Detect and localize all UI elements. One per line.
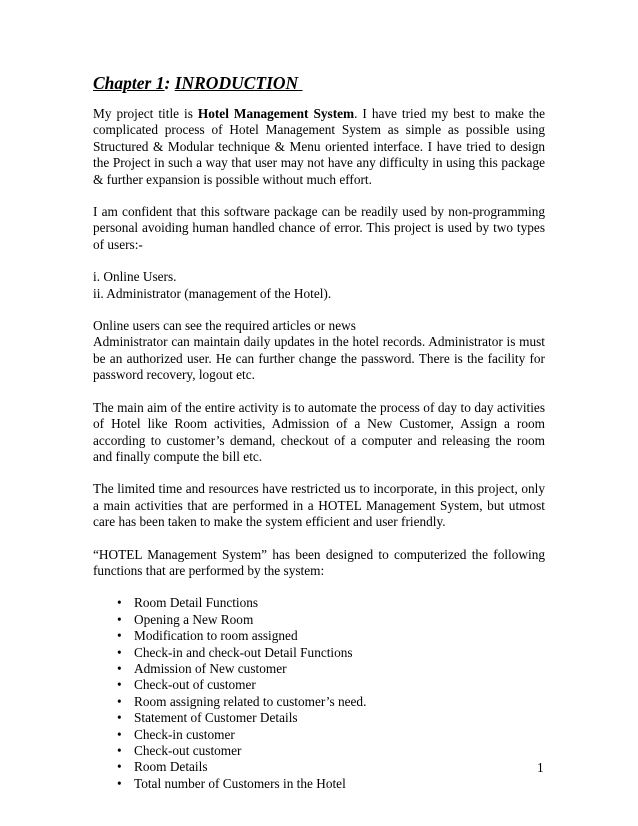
list-item [117,677,545,693]
list-item-text: Admission of New customer [134,660,287,676]
list-item [117,612,545,628]
list-item-text: Room Detail Functions [134,595,259,611]
user-type-administrator: ii. Administrator (management of the Hotel). [93,285,332,301]
list-item [117,759,545,775]
bullet-icon: • [117,628,122,644]
intro-text-start: My project title is [93,106,198,121]
chapter-heading [93,73,545,93]
roles-paragraph [93,318,545,384]
list-item-text: Modification to room assigned [134,628,298,644]
chapter-label: Chapter 1 [93,73,165,93]
confident-paragraph: I am confident that this software package can be readily used by non-programming personal avoiding human handled chance of error. This project is used by two types of users:- [93,204,545,252]
list-item [117,595,545,611]
list-item [117,628,545,644]
bullet-icon: • [117,743,122,758]
document-page [93,73,545,792]
list-item [117,661,545,677]
bullet-icon: • [117,775,122,791]
list-item-text: Check-in customer [134,726,235,742]
bullet-icon: • [117,660,122,676]
limited-time-paragraph: The limited time and resources have restricted us to incorporate, in this project, only a main activities that are performed in a HOTEL Management System, but utmost care has been taken to make the system efficient and user friendly. [93,481,545,530]
intro-text-rest: . I have tried my best to make the complicated process of Hotel Management System as simple as possible using Structured & Modular technique & Menu oriented interface. I have tried to design the Project in such a way that user may not have any difficulty in using this package & further expansion is possible without much effort. [93,106,546,187]
page-number: 1 [537,760,544,775]
list-item [117,727,545,743]
list-item-text: Room assigning related to customer’s need. [134,693,367,709]
administrator-text: Administrator can maintain daily updates in the hotel records. Administrator is must be an authorized user. He can further change the password. There is the facility for password recovery, logout etc. [93,334,545,383]
list-item-text: Room Details [134,759,208,775]
list-item [117,743,545,759]
online-users-text: Online users can see the required articles or news [93,318,356,334]
functions-intro-paragraph: “HOTEL Management System” has been designed to computerized the following functions that are performed by the system: [93,546,545,578]
bullet-icon: • [117,611,122,627]
chapter-title: INRODUCTION [174,73,299,93]
bullet-icon: • [117,693,122,709]
user-type-online: i. Online Users. [93,269,177,285]
main-aim-paragraph: The main aim of the entire activity is to automate the process of day to day activities of Hotel like Room activities, Admission of a New Customer, Assign a room according to customer’s demand, checkout of a computer and releasing the room and finally compute the bill etc. [93,399,545,464]
list-item [117,776,545,792]
bullet-icon: • [117,677,122,693]
list-item-text: Check-out of customer [134,677,256,693]
list-item [117,710,545,726]
list-item [117,645,545,661]
bullet-icon: • [117,595,122,611]
bullet-icon: • [117,710,122,726]
list-item-text: Check-out customer [134,743,242,758]
chapter-separator: : [164,73,171,93]
bullet-icon: • [117,759,122,775]
list-item-text: Statement of Customer Details [134,710,298,726]
bullet-icon: • [117,644,122,660]
list-item-text: Opening a New Room [134,611,254,627]
intro-paragraph [93,106,545,188]
list-item-text: Total number of Customers in the Hotel [134,775,346,791]
list-item-text: Check-in and check-out Detail Functions [134,644,353,660]
bullet-icon: • [117,726,122,742]
project-title: Hotel Management System [197,106,355,121]
list-item [117,694,545,710]
functions-list [93,595,545,792]
user-types-paragraph [93,269,545,302]
